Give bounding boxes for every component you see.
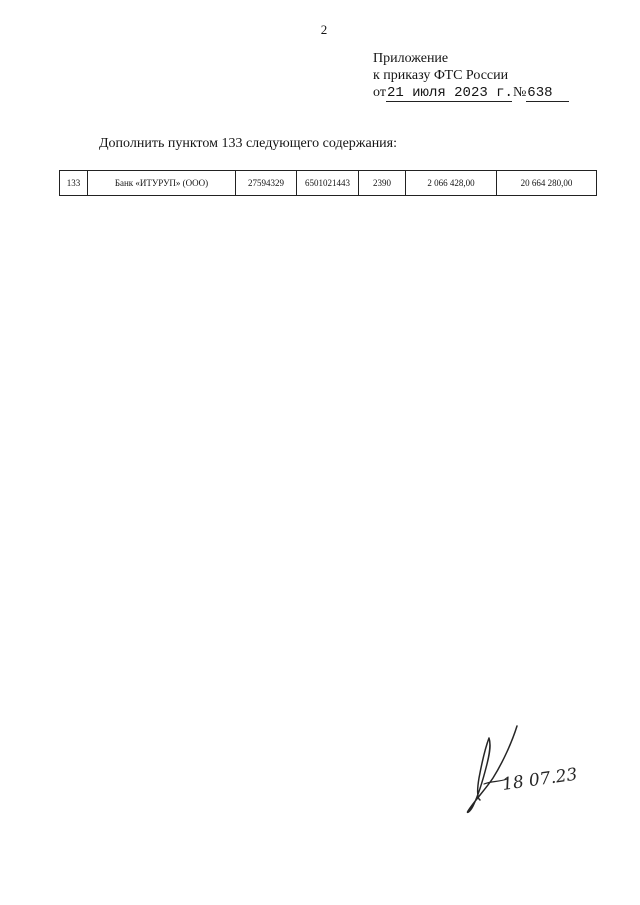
intro-text: Дополнить пунктом 133 следующего содержания:	[99, 136, 398, 151]
signature-stroke	[467, 726, 517, 812]
appendix-order-reference: к приказу ФТС России	[373, 68, 509, 83]
code-b: 6501021443	[297, 171, 359, 196]
appendix-header	[373, 50, 569, 102]
appendix-title: Приложение	[373, 51, 449, 66]
bank-name: Банк «ИТУРУП» (ООО)	[88, 171, 236, 196]
order-number-sign: №	[512, 85, 527, 100]
code-c: 2390	[359, 171, 406, 196]
bank-table	[59, 170, 597, 196]
signature-date: 18 07.23	[500, 764, 579, 795]
amount-2: 20 664 280,00	[497, 171, 597, 196]
order-number: 638	[526, 86, 569, 102]
row-index: 133	[60, 171, 88, 196]
page-number: 2	[320, 22, 328, 37]
code-a: 27594329	[236, 171, 297, 196]
handwritten-signature	[455, 718, 585, 818]
order-date-prefix: от	[373, 85, 386, 100]
table-row	[60, 171, 597, 196]
order-date: 21 июля 2023 г.	[386, 85, 513, 101]
amount-1: 2 066 428,00	[406, 171, 497, 196]
order-date-number-line	[373, 84, 569, 102]
